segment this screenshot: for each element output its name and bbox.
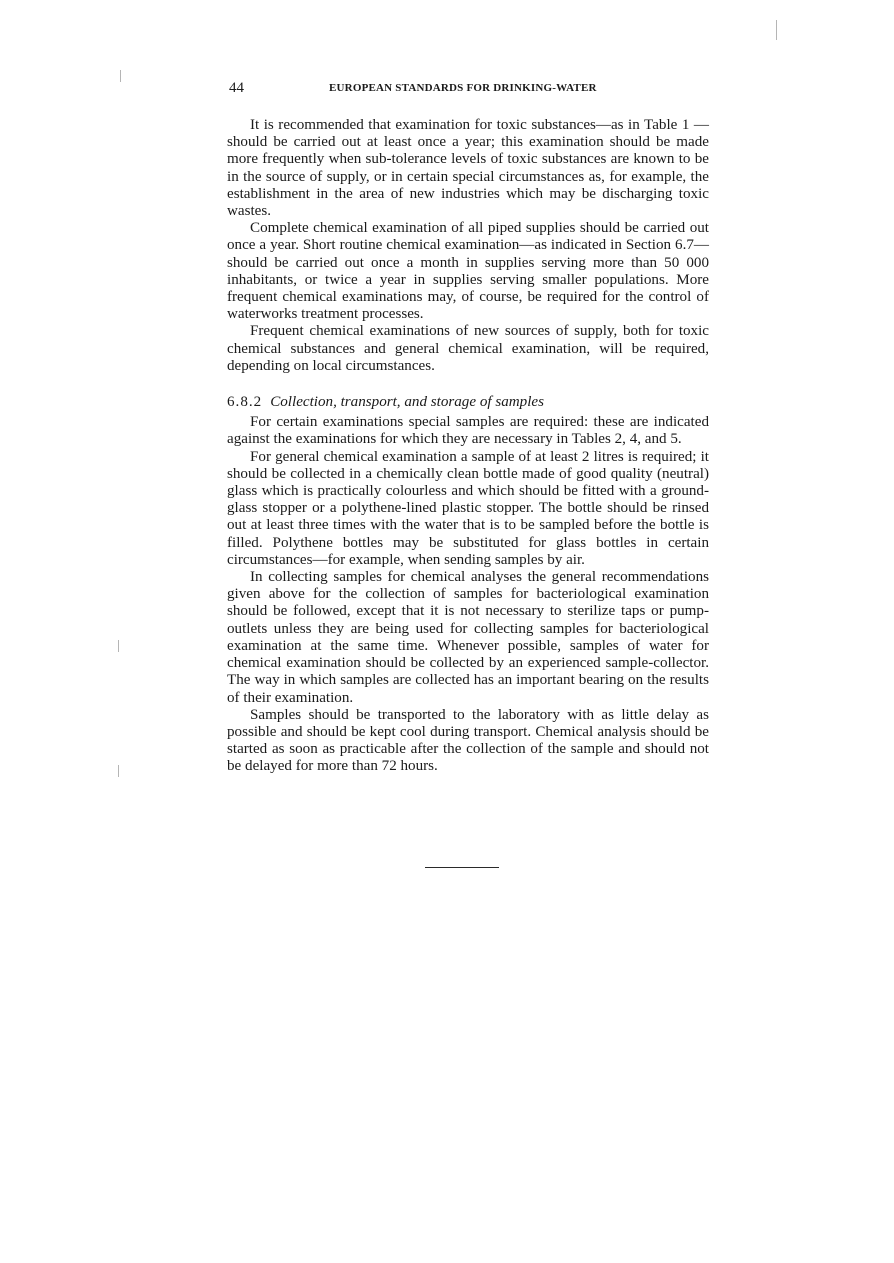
scan-speck — [120, 70, 121, 82]
scan-speck — [776, 20, 777, 40]
paragraph-toxic-substances: It is recommended that examination for toxic substances—as in Table 1 —should be carried out at least once a year; this examination should be made more frequently when sub-tolerance levels of toxic substances are known to be in the source of supply, or in certain special circumstances as, for example, the establishment in the area of new industries which may be discharging toxic wastes. — [227, 117, 709, 220]
paragraph-special-samples: For certain examinations special samples are required: these are indicated against the examinations for which they are necessary in Tables 2, 4, and 5. — [227, 414, 709, 448]
running-title: EUROPEAN STANDARDS FOR DRINKING-WATER — [329, 82, 597, 94]
scan-speck — [118, 640, 119, 652]
section-number: 6.8.2 — [227, 394, 263, 411]
paragraph-sample-bottle: For general chemical examination a sample of at least 2 litres is required; it should be collected in a chemically clean bottle made of good quality (neutral) glass which is practically colourless and which should be fitted with a ground-glass stopper or a polythene-lined plastic stopper. The bottle should be rinsed out at least three times with the water that is to be sampled before the bottle is filled. Polythene bottles may be substituted for glass bottles in certain circumstances—for example, when sending samples by air. — [227, 448, 709, 568]
paragraph-new-sources: Frequent chemical examinations of new sources of supply, both for toxic chemical substances and general chemical examination, will be required, depending on local circumstances. — [227, 323, 709, 374]
paragraph-transport: Samples should be transported to the laboratory with as little delay as possible and should be kept cool during transport. Chemical analysis should be started as soon as practicable after the collection of the sample and should not be delayed for more than 72 hours. — [227, 706, 709, 775]
book-page — [227, 80, 709, 776]
paragraph-collecting-samples: In collecting samples for chemical analyses the general recommendations given above for the collection of samples for bacteriological examination should be followed, except that it is not necessary to sterilize taps or pump-outlets unless they are being used for collecting samples for bacteriological examination at the same time. Whenever possible, samples of water for chemical examination should be collected by an experienced sample-collector. The way in which samples are collected has an important bearing on the results of their examination. — [227, 569, 709, 706]
end-rule — [425, 867, 499, 868]
paragraph-complete-examination: Complete chemical examination of all piped supplies should be carried out once a year. Short routine chemical examination—as indicated in Section 6.7—should be carried out once a month in supplies serving more than 50 000 inhabitants, or twice a year in supplies serving smaller populations. More frequent chemical examinations may, of course, be required for the control of waterworks treatment processes. — [227, 220, 709, 323]
section-heading — [227, 394, 709, 411]
page-number: 44 — [229, 80, 244, 96]
scan-speck — [118, 765, 119, 777]
body-text — [227, 117, 709, 776]
running-head — [227, 80, 709, 102]
section-title: Collection, transport, and storage of samples — [270, 394, 544, 411]
